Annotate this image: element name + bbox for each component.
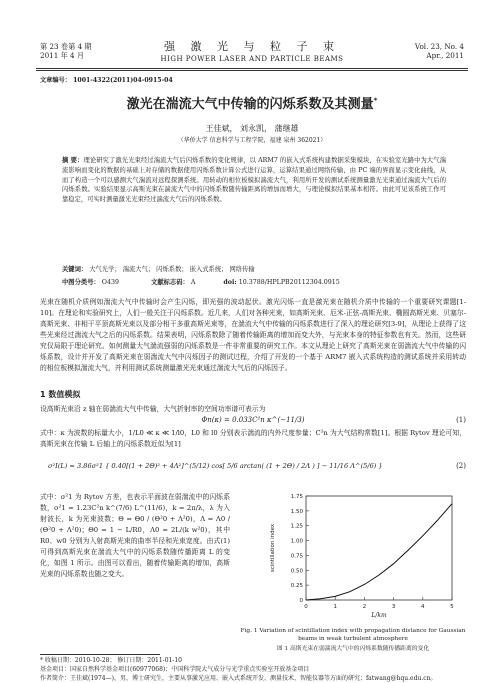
figure-1-chart (262, 488, 462, 624)
y-axis-label: scintillation index (270, 523, 276, 573)
clc-value: O439 (101, 279, 119, 286)
keywords-text: 大气光学； 湍流大气； 闪烁系数； 嵌入式系统； 网络传输 (89, 266, 255, 273)
paragraph-parameters: 式中：σ²1 为 Rytov 方差，也表示平面波在弱湍流中的闪烁系数，σ²1 = 1.23C²n k^(7/6) L^(11/6)，k = 2π/λ，λ 为入射波长，k 为光束波数；Θ = Θ0 / (Θ²0 + Λ²0)，Λ = Λ0 / (Θ²0 + Λ²0)；Θ0 = 1 − L/R0，Λ0 = 2L/(k w²0)，其中 R0、w0 分别为入射高斯光束的曲率半径和光束宽度。由式(1)可得到高斯光束在湍流大气中的闪烁系数随传播距离 L 的变化，如图 1 所示。由图可以看出，随着传输距离的增加，高斯光束的闪烁系数也随之变大。 (40, 493, 230, 578)
footnote-author: 作者简介：王佳斌(1974—)，男，博士研究生，主要从事激光应用、嵌入式系统开发、测量技术、智能仪器等方面的研究；fatwang@hqu.edu.cn。 (40, 675, 437, 682)
doc-label: 文献标志码： (151, 279, 189, 286)
clc-label: 中图分类号： (62, 279, 100, 286)
doc-value: A (190, 279, 196, 286)
plot-frame (306, 496, 452, 600)
volume-cn: 第 23 卷第 4 期 (40, 42, 92, 51)
volume-en: Vol. 23, No. 4 (414, 42, 464, 51)
equation-2-text: σ²I(L) = 3.86σ²1 { 0.40[(1 + 2Θ)² + 4Λ²]^(5/12) cos[ 5/6 arctan( (1 + 2Θ) / 2Λ ) ] − 11/16 Λ^(5/6) } (48, 462, 383, 470)
figure-caption-cn: 图 1 高斯光束在弱湍流大气中的闪烁系数随传播距离的变化 (276, 646, 430, 652)
date-cn: 2011 年 4 月 (40, 51, 85, 61)
y-tick-label: 1.75 (290, 494, 303, 500)
header-rule-top (36, 68, 468, 69)
doi-label: doi: (223, 279, 237, 286)
y-tick-label: 0.25 (290, 583, 303, 590)
keywords (62, 266, 452, 275)
y-tick-label: 0.50 (290, 568, 303, 575)
journal-name-en: HIGH POWER LASER AND PARTICLE BEAMS (160, 54, 344, 63)
date-en: Apr., 2011 (426, 51, 464, 61)
equation-2-number: (2) (456, 462, 466, 470)
paper-title-text: 激光在湍流大气中传输的闪烁系数及其测量 (126, 97, 374, 112)
paragraph-spectrum: 设高斯光束沿 z 轴在弱湍流大气中传输，大气折射率的空间功率谱可表示为 (40, 405, 266, 413)
y-tick-label: 0.75 (290, 553, 303, 560)
paragraph-rytov: 式中：κ 为波数的标量大小，1/L0 ≪ κ ≪ 1/l0，L0 和 l0 分别表示湍流的内外尺度参量；C²n 为大气结构常数[1]。根据 Rytov 理论可知，高斯光束在传输 L 后轴上的闪烁系数近似为[1] (40, 429, 466, 448)
journal-issue-en (415, 42, 464, 61)
scintillation-curve (306, 504, 452, 600)
header-rule-bottom (36, 70, 468, 71)
footnote-funding: 基金项目：国家自然科学基金项目(60977068)；中国科学院大气成分与光学重点实验室开放基金项目 (40, 666, 310, 673)
x-axis-label: L/km (371, 612, 387, 619)
x-tick-label: 1 (333, 604, 337, 610)
equation-1-text: Φn(κ) = 0.033C²n κ^(−11/3) (201, 416, 305, 424)
footnote-received: * 收稿日期：2010-10-28； 修订日期：2011-01-10 (40, 657, 183, 664)
abstract (62, 156, 446, 205)
y-tick-label: 1.50 (290, 508, 303, 515)
article-number: 文章编号： 1001-4322(2011)04-0915-04 (40, 77, 173, 84)
x-tick-label: 2 (362, 604, 367, 610)
x-tick-label: 5 (450, 604, 454, 610)
equation-1-number: (1) (456, 416, 466, 424)
figure-caption-en: Fig. 1 Variation of scintillation index with propagation distance for Gaussian beams in weak turbulent atmosphere (240, 628, 466, 643)
equation-2 (40, 462, 466, 471)
doi-value: 10.3788/HPLPB20112304.0915 (238, 279, 340, 286)
footnotes (40, 656, 470, 683)
y-tick-label: 0 (299, 598, 303, 604)
section-heading: 1 数值模拟 (40, 390, 81, 399)
x-tick-label: 3 (391, 604, 396, 610)
abstract-text: 理论研究了激光光束经过湍流大气后闪烁系数的变化规律，以 ARM7 的嵌入式系统构建数据采集模块，在实验室光路中为大气湍流影响而变化的数据的基础上对存储的数据使用闪烁系数计算公式进行运算，运算结果通过网络传输，由 PC 端的界面显示变化曲线，从而了构造一个可以感测大气湍流对远程探测系统。用转动的相位板模拟湍流大气，利用所开发的测试系统测量激光光束通过湍流大气后的闪烁系数。实验结果显示高斯光束在湍流大气中的闪烁系数随传输距离的增加而增大，与理论模拟结果基本相符。由此可见该系统工作可靠稳定，可实时测量激光光束经过湍流大气后的闪烁系数。 (62, 157, 446, 203)
x-tick-label: 4 (421, 604, 425, 610)
equation-1 (40, 416, 466, 425)
x-tick-label: 0 (304, 604, 308, 610)
affiliation: （华侨大学 信息科学与工程学院，福建 泉州 362021） (177, 137, 327, 144)
classification (62, 279, 452, 288)
abstract-label: 摘 要： (62, 157, 84, 164)
y-tick-label: 1.00 (290, 538, 303, 545)
authors: 王佳斌， 刘永凯， 蒲继雄 (205, 124, 299, 133)
intro-paragraph: 光束在随机介质例如湍流大气中传输时会产生闪烁，即光强的波动起伏。激光闪烁一直是激光束在随机介质中传输的一个重要研究课题[1-10]。在理论和实验研究上，人们一般关注于闪烁系数。近几来，人们对各种光束，如高斯光束、厄米-正弦-高斯光束、椭圆高斯光束、贝塞尔-高斯光束、非相干平顶高斯光束以及部分相干多重高斯光束等，在湍流大气中传输的闪烁系数进行了深入的理论研究[3-9]，从理论上获得了这些光束经过湍流大气之后的闪烁系数。结果表明，闪烁系数除了随着传输距离的增加而变大外，与光束本身的特征参数也有关。然而，这些研究仅局限于理论研究。如何测量大气湍流强弱的闪烁系数是一件非常重要的研究工作。本文从理论上研究了高斯光束在弱湍流大气中传输的闪烁系数，设计并开发了高斯光束在弱湍流大气中闪烁因子的测试过程，介绍了开发的一个基于 ARM7 嵌入式系统构造的测试系统并采用转动的相位板模拟湍流大气，并利用测试系统测量激光光束通过湍流大气后的闪烁因子。 (40, 298, 467, 372)
footnote-rule (40, 654, 160, 655)
keywords-label: 关键词： (62, 266, 88, 273)
journal-name-cn: 强 激 光 与 粒 子 束 (164, 40, 340, 53)
y-tick-label: 1.25 (290, 523, 303, 530)
paper-title (0, 96, 504, 114)
title-footnote-mark: * (373, 96, 378, 105)
